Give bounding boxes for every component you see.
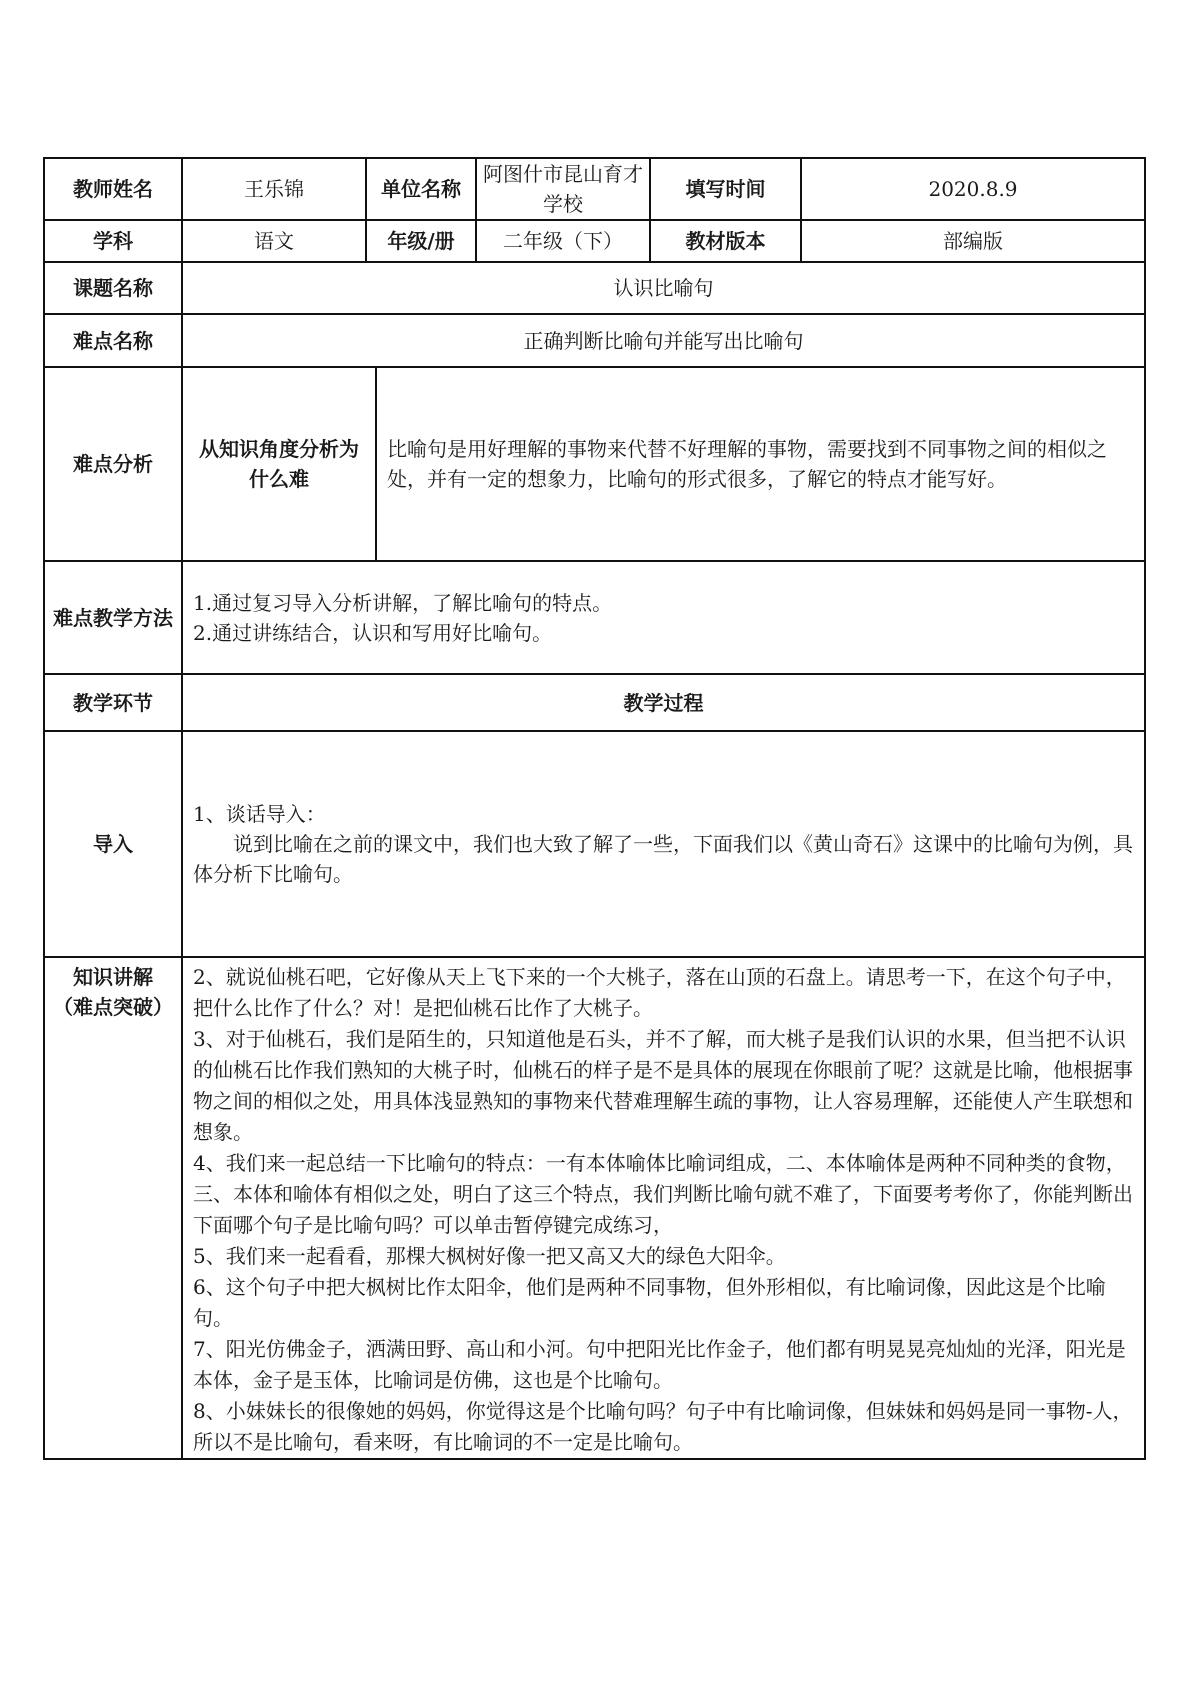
unit-value	[476, 158, 650, 220]
method-text	[182, 561, 1145, 674]
analysis-paragraph: 比喻句是用好理解的事物来代替不好理解的事物，需要找到不同事物之间的相似之处，并有一定的想象力，比喻句的形式很多，了解它的特点才能写好。	[387, 437, 1107, 491]
intro-line-2: 说到比喻在之前的课文中，我们也大致了解了一些，下面我们以《黄山奇石》这课中的比喻句为例，具体分析下比喻句。	[193, 832, 1133, 886]
subject-value: 语文	[182, 220, 366, 262]
knowledge-paragraph: 8、小妹妹长的很像她的妈妈，你觉得这是个比喻句吗？句子中有比喻词像，但妹妹和妈妈是同一事物-人，所以不是比喻句，看来呀，有比喻词的不一定是比喻句。	[193, 1399, 1133, 1454]
teacher-value: 王乐锦	[182, 158, 366, 220]
knowledge-paragraph: 2、就说仙桃石吧，它好像从天上飞下来的一个大桃子，落在山顶的石盘上。请思考一下，在这个句子中，把什么比作了什么？对！是把仙桃石比作了大桃子。	[193, 965, 1126, 1020]
stage-header: 教学环节	[44, 674, 182, 731]
method-label: 难点教学方法	[44, 561, 182, 674]
method-line-2: 2.通过讲练结合，认识和写用好比喻句。	[193, 620, 553, 645]
knowledge-paragraph: 7、阳光仿佛金子，洒满田野、高山和小河。句中把阳光比作金子，他们都有明晃晃亮灿灿的光泽，阳光是本体，金子是玉体，比喻词是仿佛，这也是个比喻句。	[193, 1337, 1126, 1392]
method-row	[44, 561, 1145, 674]
knowledge-label-line1: 知识讲解	[73, 965, 153, 989]
unit-value-line1: 阿图什市昆山育才	[483, 162, 643, 186]
grade-value: 二年级（下）	[476, 220, 650, 262]
teacher-label: 教师姓名	[44, 158, 182, 220]
analysis-text	[376, 367, 1145, 561]
analysis-sub-label-line2: 什么难	[249, 467, 309, 491]
method-line-1: 1.通过复习导入分析讲解，了解比喻句的特点。	[193, 590, 613, 615]
date-label: 填写时间	[650, 158, 801, 220]
edition-value: 部编版	[801, 220, 1145, 262]
unit-label: 单位名称	[366, 158, 476, 220]
grade-label: 年级/册	[366, 220, 476, 262]
knowledge-label	[44, 957, 182, 1459]
process-header-row	[44, 674, 1145, 731]
knowledge-row	[44, 957, 1145, 1459]
topic-label: 课题名称	[44, 262, 182, 314]
unit-value-line2: 学校	[543, 192, 583, 216]
date-value: 2020.8.9	[801, 158, 1145, 220]
analysis-row	[44, 367, 1145, 561]
knowledge-text	[182, 957, 1145, 1459]
lesson-plan-table	[43, 157, 1146, 1460]
analysis-sub-label-line1: 从知识角度分析为	[199, 437, 359, 461]
knowledge-paragraph: 5、我们来一起看看，那棵大枫树好像一把又高又大的绿色大阳伞。	[193, 1244, 786, 1268]
analysis-label: 难点分析	[44, 367, 182, 561]
difficulty-row	[44, 314, 1145, 367]
knowledge-paragraph: 6、这个句子中把大枫树比作太阳伞，他们是两种不同事物，但外形相似，有比喻词像，因此这是个比喻句。	[193, 1275, 1106, 1330]
subject-label: 学科	[44, 220, 182, 262]
knowledge-paragraph: 4、我们来一起总结一下比喻句的特点：一有本体喻体比喻词组成，二、本体喻体是两种不同种类的食物，三、本体和喻体有相似之处，明白了这三个特点，我们判断比喻句就不难了，下面要考考你了，你能判断出下面哪个句子是比喻句吗？可以单击暂停键完成练习，	[193, 1151, 1133, 1237]
header-row-1	[44, 158, 1145, 220]
knowledge-paragraph: 3、对于仙桃石，我们是陌生的，只知道他是石头，并不了解，而大桃子是我们认识的水果，但当把不认识的仙桃石比作我们熟知的大桃子时，仙桃石的样子是不是具体的展现在你眼前了呢？这就是比喻，他根据事物之间的相似之处，用具体浅显熟知的事物来代替难理解生疏的事物，让人容易理解，还能使人产生联想和想象。	[193, 1027, 1133, 1144]
analysis-sub-label	[182, 367, 376, 561]
edition-label: 教材版本	[650, 220, 801, 262]
intro-label: 导入	[44, 731, 182, 957]
header-row-2	[44, 220, 1145, 262]
difficulty-label: 难点名称	[44, 314, 182, 367]
knowledge-label-line2: （难点突破）	[53, 995, 173, 1019]
intro-row	[44, 731, 1145, 957]
difficulty-value: 正确判断比喻句并能写出比喻句	[182, 314, 1145, 367]
process-header: 教学过程	[182, 674, 1145, 731]
topic-row	[44, 262, 1145, 314]
intro-text	[182, 731, 1145, 957]
topic-value: 认识比喻句	[182, 262, 1145, 314]
intro-line-1: 1、谈话导入：	[193, 802, 326, 826]
